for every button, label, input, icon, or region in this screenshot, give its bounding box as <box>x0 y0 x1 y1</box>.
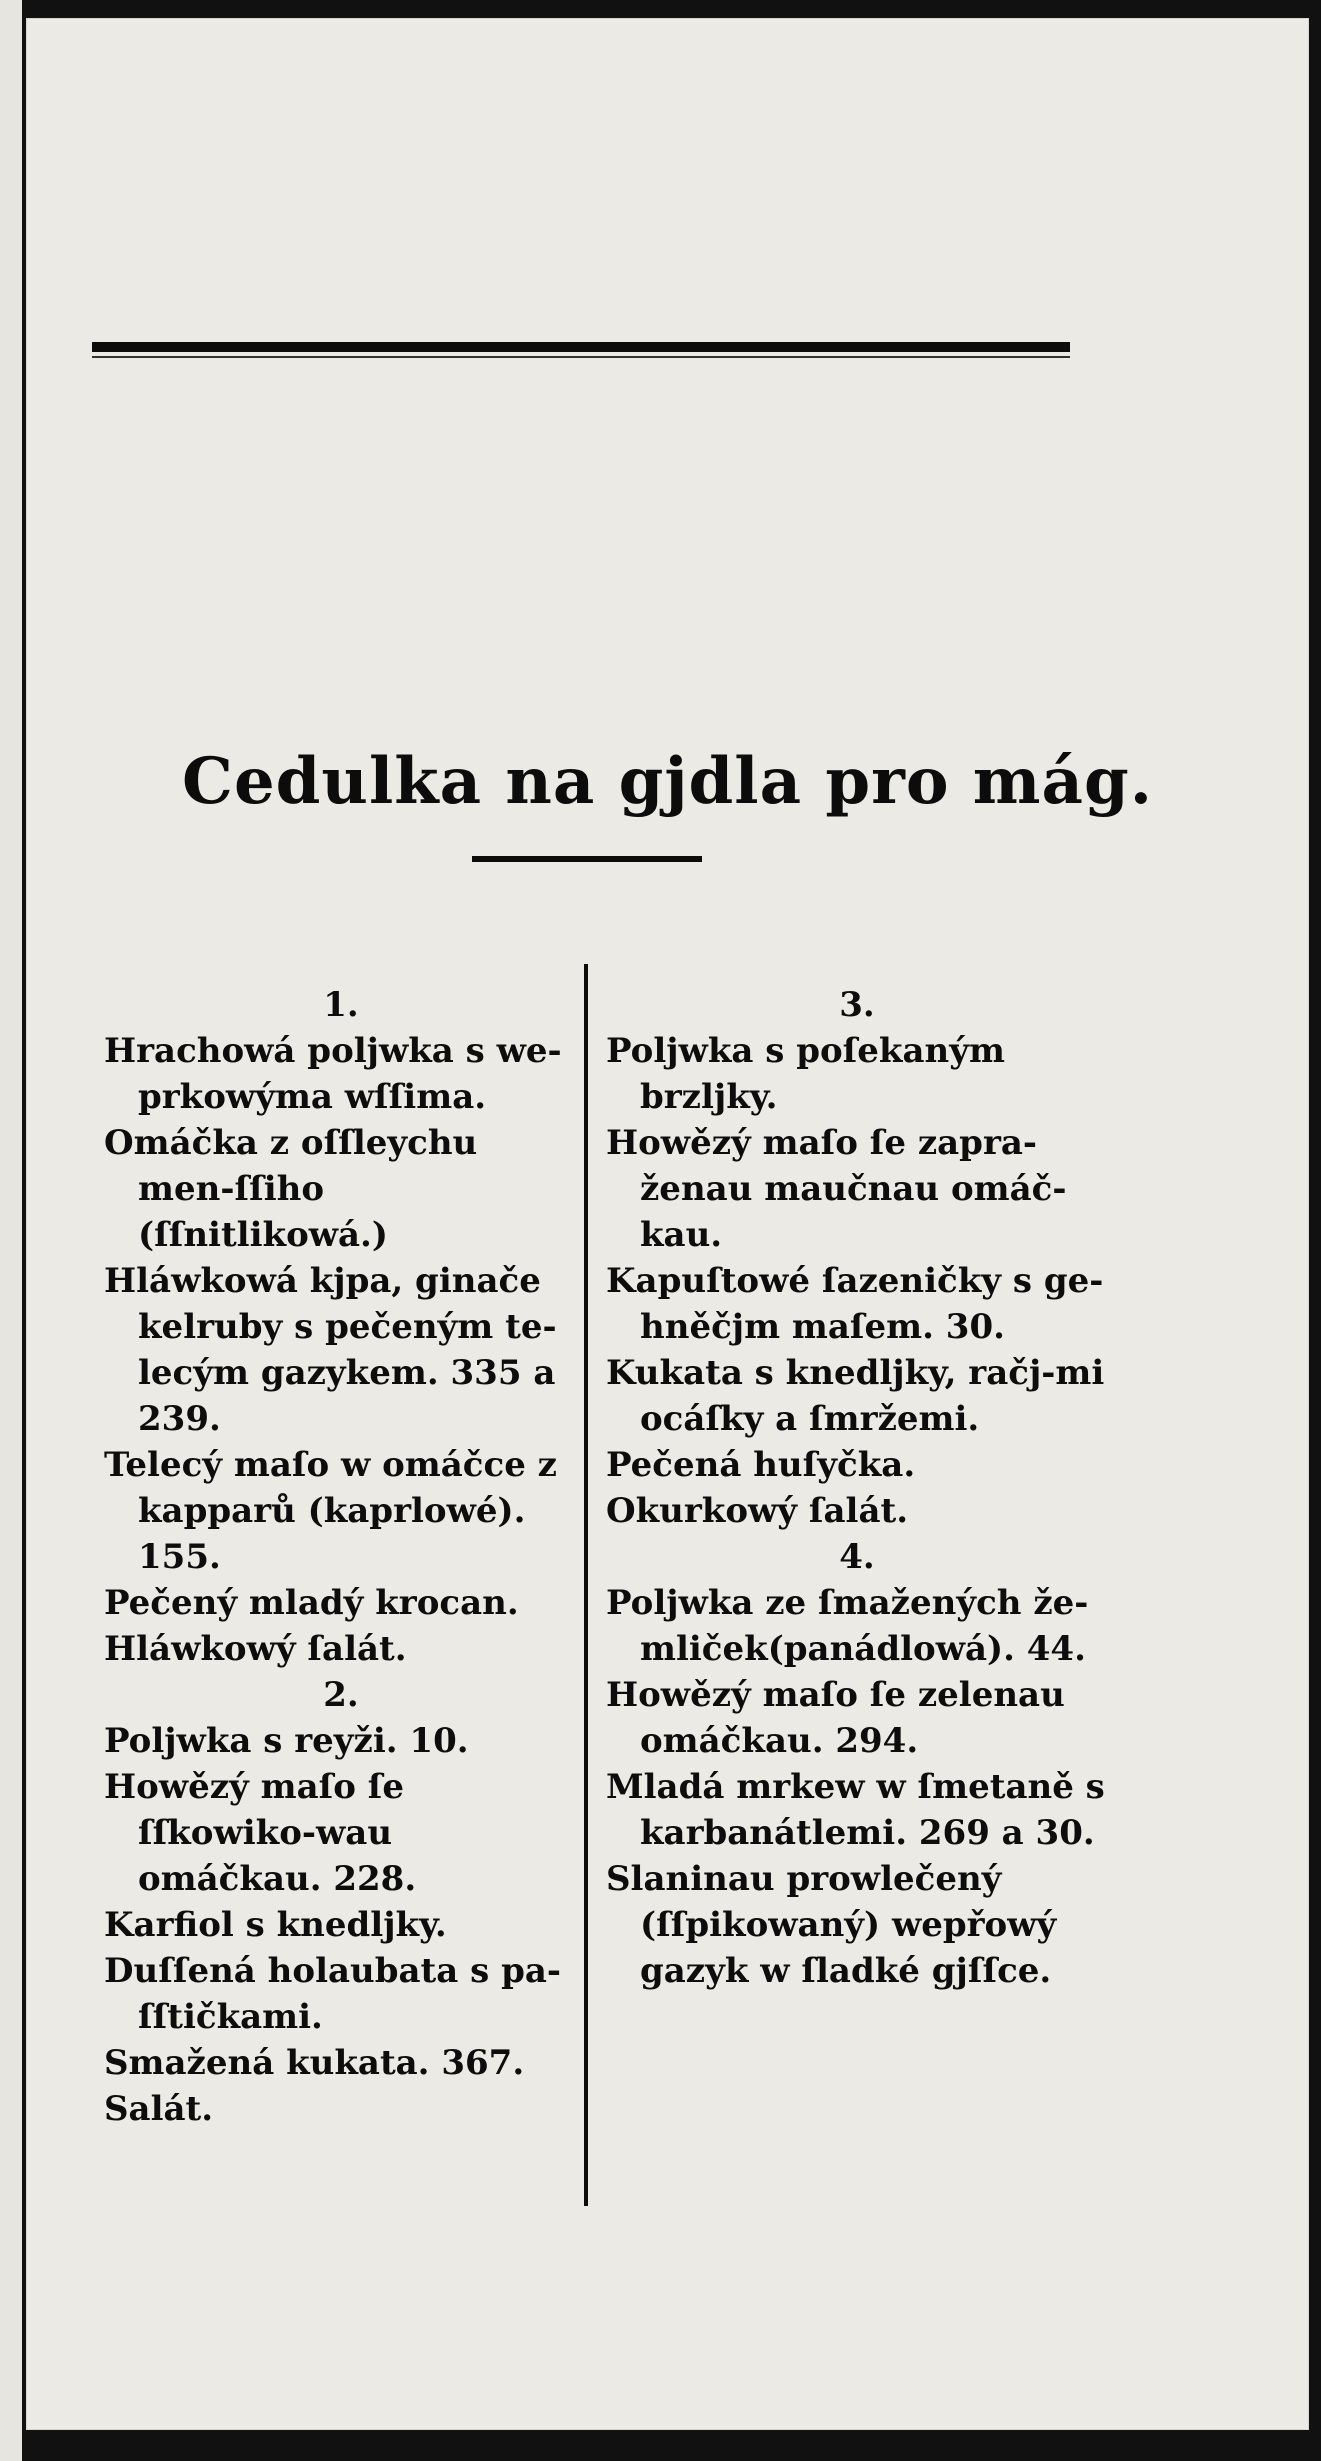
menu-number: 4. <box>839 1537 875 1577</box>
menu-item: Poljwka s poſekaným brzljky. <box>606 1031 1005 1117</box>
menu-item: Pečený mladý krocan. <box>104 1583 519 1623</box>
adjacent-page-edge <box>0 0 22 2461</box>
menu-item: Hrachowá poljwka s we-prkowýma wſſima. <box>104 1031 562 1117</box>
book-page <box>26 18 1309 2430</box>
menu-item: Poljwka s reyži. 10. <box>104 1721 469 1761</box>
menu-item: Okurkowý ſalát. <box>606 1491 909 1531</box>
menu-item: Mladá mrkew w ſmetaně s karbanátlemi. 269 a 30. <box>606 1767 1105 1853</box>
menu-item: Slaninau prowlečený (ſſpikowaný) wepřowý gazyk w ſladké gjſſce. <box>606 1859 1057 1991</box>
menu-item: Hláwkowý ſalát. <box>104 1629 407 1669</box>
menu-item: Howězý maſo ſe zapra-ženau maučnau omáč-kau. <box>606 1123 1067 1255</box>
menu-number: 1. <box>323 985 359 1025</box>
menu-column-left <box>104 982 578 2132</box>
header-rule-thin <box>92 356 1070 358</box>
menu-column-right <box>606 982 1108 1994</box>
menu-item: Karfiol s knedljky. <box>104 1905 447 1945</box>
menu-item: Smažená kukata. 367. <box>104 2043 525 2083</box>
menu-item: Howězý maſo ſe ſſkowiko-wau omáčkau. 228. <box>104 1767 417 1899</box>
menu-item: Duſſená holaubata s pa-ſſtičkami. <box>104 1951 562 2037</box>
header-rule <box>92 342 1070 352</box>
menu-item: Howězý maſo ſe zelenau omáčkau. 294. <box>606 1675 1065 1761</box>
column-divider <box>584 964 588 2206</box>
menu-number: 2. <box>323 1675 359 1715</box>
menu-item: Salát. <box>104 2089 214 2129</box>
title-underline <box>472 856 702 862</box>
menu-item: Hláwkowá kjpa, ginače kelruby s pečeným te-lecým gazykem. 335 a 239. <box>104 1261 557 1439</box>
menu-item: Kukata s knedljky, račj-mi ocáſky a ſmržemi. <box>606 1353 1105 1439</box>
menu-item: Telecý maſo w omáčce z kapparů (kaprlowé). 155. <box>104 1445 557 1577</box>
page-title: Cedulka na gjdla pro mág. <box>182 744 1153 819</box>
menu-item: Pečená huſyčka. <box>606 1445 916 1485</box>
menu-number: 3. <box>839 985 875 1025</box>
menu-item: Poljwka ze ſmažených že-mliček(panádlowá). 44. <box>606 1583 1089 1669</box>
menu-item: Kapuſtowé ſazeničky s ge-hněčjm maſem. 30. <box>606 1261 1104 1347</box>
menu-item: Omáčka z oſſleychu men-ſſiho (ſſnitlikowá.) <box>104 1123 478 1255</box>
